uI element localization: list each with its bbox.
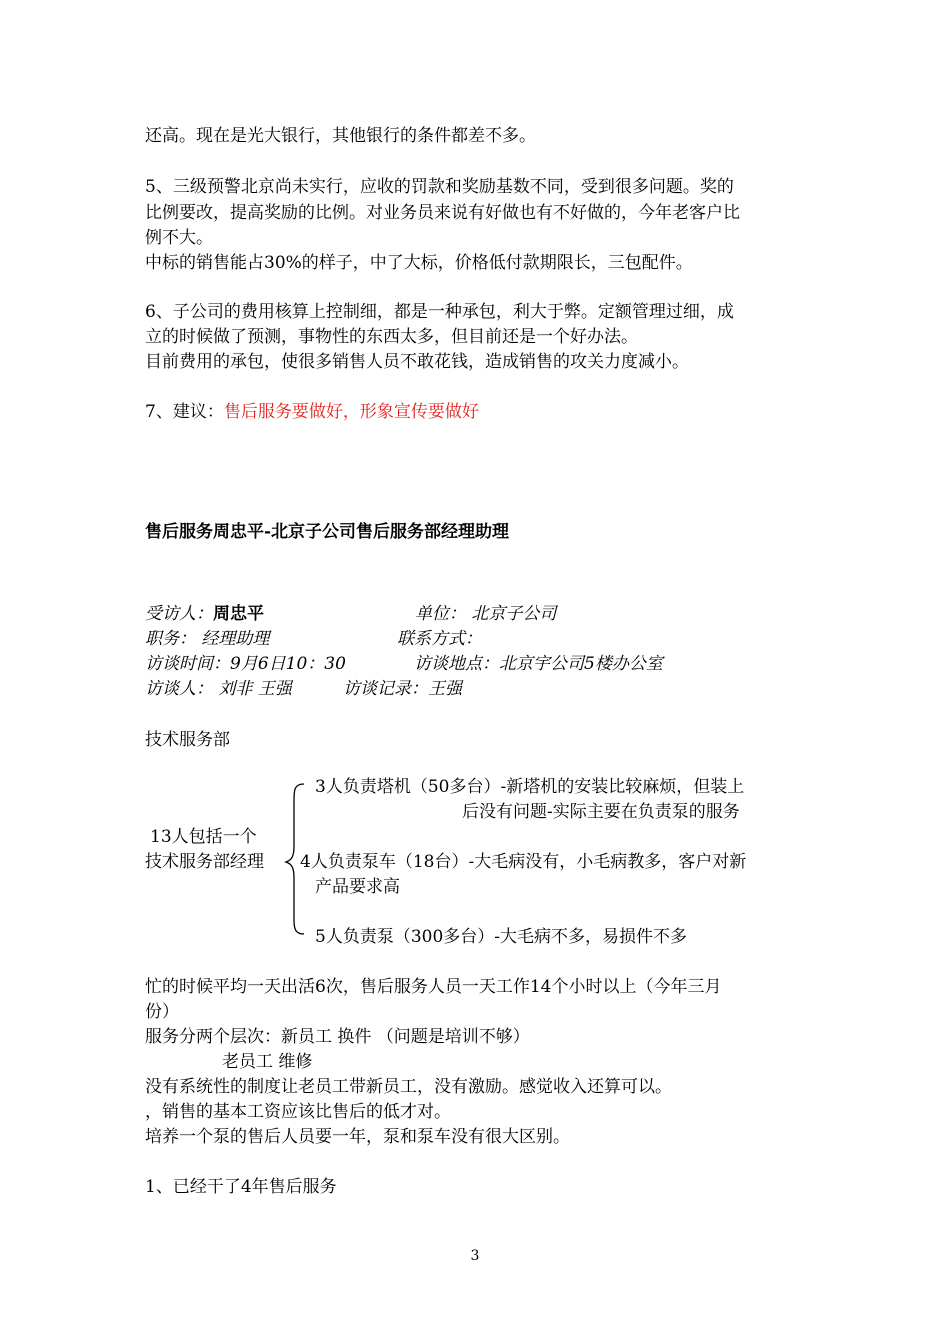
paragraph-line: 中标的销售能占30%的样子，中了大标，价格低付款期限长，三包配件。 bbox=[145, 253, 693, 273]
paragraph-line: 老员工 维修 bbox=[222, 1052, 313, 1072]
paragraph-line: 比例要改，提高奖励的比例。对业务员来说有好做也有不好做的，今年老客户比 bbox=[145, 203, 740, 223]
interview-row bbox=[145, 652, 346, 676]
paragraph-line: 1、已经干了4年售后服务 bbox=[145, 1177, 337, 1197]
branch-2-line-1: 4人负责泵车（18台）-大毛病没有，小毛病教多，客户对新 bbox=[300, 852, 747, 872]
paragraph-line: 目前费用的承包，使很多销售人员不敢花钱，造成销售的攻关力度减小。 bbox=[145, 352, 689, 372]
paragraph-line: 还高。现在是光大银行，其他银行的条件都差不多。 bbox=[145, 126, 536, 146]
position-label: 职务： bbox=[145, 629, 196, 649]
interviewee-label: 受访人： bbox=[145, 604, 213, 624]
recorder-label: 访谈记录： bbox=[343, 679, 428, 699]
paragraph-line: 忙的时候平均一天出活6次，售后服务人员一天工作14个小时以上（今年三月 bbox=[145, 977, 722, 997]
paragraph-line: 6、子公司的费用核算上控制细，都是一种承包，利大于弊。定额管理过细，成 bbox=[145, 302, 734, 322]
paragraph-line: ，销售的基本工资应该比售后的低才对。 bbox=[145, 1102, 451, 1122]
place-label: 访谈地点： bbox=[414, 654, 499, 674]
paragraph-line: 服务分两个层次：新员工 换件 （问题是培训不够） bbox=[145, 1027, 530, 1047]
paragraph-line: 没有系统性的制度让老员工带新员工，没有激励。感觉收入还算可以。 bbox=[145, 1077, 672, 1097]
interview-row bbox=[145, 627, 269, 651]
interview-row bbox=[397, 627, 482, 651]
branch-1-line-2: 后没有问题-实际主要在负责泵的服务 bbox=[462, 802, 740, 822]
interview-row bbox=[343, 677, 462, 701]
branch-3-line-1: 5人负责泵（300多台）-大毛病不多，易损件不多 bbox=[315, 927, 688, 947]
contact-label: 联系方式： bbox=[397, 629, 482, 649]
department-label: 技术服务部 bbox=[145, 730, 230, 750]
time-label: 访谈时间： bbox=[145, 654, 230, 674]
diagram-left-line-2: 技术服务部经理 bbox=[145, 852, 264, 872]
paragraph-line: 例不大。 bbox=[145, 228, 213, 248]
branch-1-line-1: 3人负责塔机（50多台）-新塔机的安装比较麻烦，但装上 bbox=[315, 777, 745, 797]
unit-value: 北京子公司 bbox=[471, 604, 557, 624]
suggestion-line bbox=[145, 400, 479, 424]
interviewee-name: 周忠平 bbox=[213, 604, 264, 624]
recorder-value: 王强 bbox=[428, 679, 462, 699]
interviewer-label: 访谈人： bbox=[145, 679, 213, 699]
place-value: 北京宇公司5楼办公室 bbox=[499, 654, 663, 674]
branch-2-line-2: 产品要求高 bbox=[315, 877, 400, 897]
paragraph-line: 5、三级预警北京尚未实行，应收的罚款和奖励基数不同，受到很多问题。奖的 bbox=[145, 177, 734, 197]
diagram-left-line-1: 13人包括一个 bbox=[150, 827, 257, 847]
paragraph-line: 培养一个泵的售后人员要一年，泵和泵车没有很大区别。 bbox=[145, 1127, 570, 1147]
interview-row bbox=[414, 652, 663, 676]
time-value: 9月6日10：30 bbox=[230, 654, 346, 674]
section-title: 售后服务周忠平-北京子公司售后服务部经理助理 bbox=[145, 522, 510, 542]
interview-row bbox=[415, 602, 556, 626]
unit-label: 单位： bbox=[415, 604, 466, 624]
interview-row bbox=[145, 677, 292, 701]
interview-row bbox=[145, 602, 264, 626]
paragraph-line: 立的时候做了预测，事物性的东西太多，但目前还是一个好办法。 bbox=[145, 327, 638, 347]
interviewer-value: 刘非 王强 bbox=[218, 679, 292, 699]
suggestion-highlight: 售后服务要做好，形象宣传要做好 bbox=[223, 402, 479, 422]
paragraph-line: 份） bbox=[145, 1002, 179, 1022]
page-number: 3 bbox=[470, 1248, 480, 1264]
suggestion-prefix: 7、建议： bbox=[145, 402, 224, 422]
position-value: 经理助理 bbox=[201, 629, 270, 649]
